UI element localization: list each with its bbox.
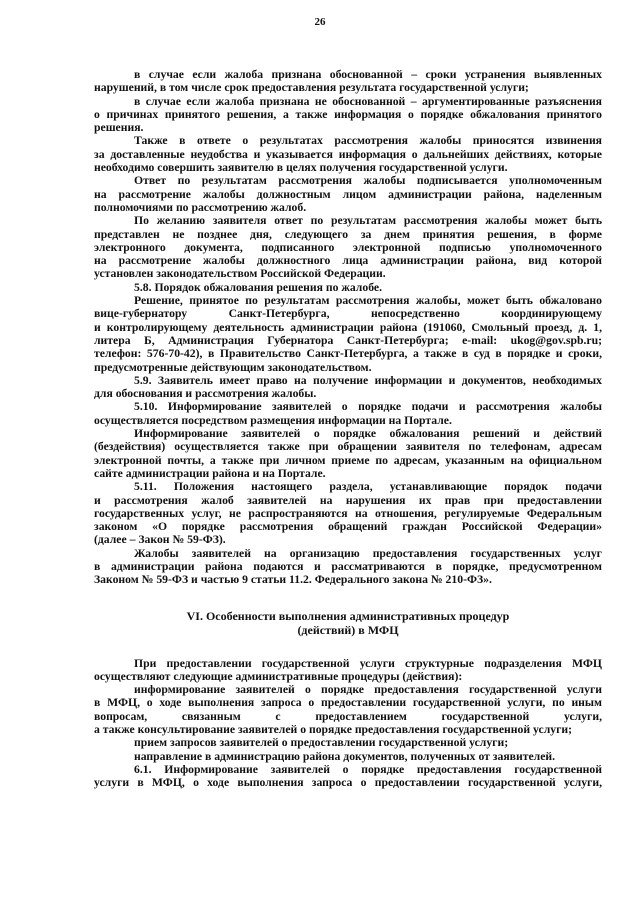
text-line: услуги в МФЦ, о ходе выполнения запроса о предоставлении государственной услуги,: [94, 776, 602, 790]
text-line: 5.11. Положения настоящего раздела, устанавливающие порядок подачи: [134, 480, 602, 494]
text-line: на рассмотрение жалобы должностного лица администрации района, вид которой: [94, 254, 602, 268]
text-line: нарушений, в том числе срок предоставления результата государственной услуги;: [94, 81, 529, 95]
text-line: в администрации района подаются и рассматриваются в порядке, предусмотренном: [94, 559, 602, 573]
text-line: При предоставлении государственной услуги структурные подразделения МФЦ: [134, 656, 602, 670]
text-line: (далее – Закон № 59-ФЗ).: [94, 533, 226, 547]
text-line: телефон: 576-70-42), в Правительство Санкт-Петербурга, а также в суд в порядке и сроки,: [94, 347, 602, 361]
text-line: необходимо совершить заявителю в целях получения государственной услуги.: [94, 161, 508, 175]
section-6-text: [94, 657, 602, 790]
text-line: в случае если жалоба признана обоснованной – сроки устранения выявленных: [134, 68, 602, 81]
text-line: 6.1. Информирование заявителей о порядке предоставления государственной: [134, 762, 602, 776]
text-line: Ответ по результатам рассмотрения жалобы подписывается уполномоченным: [134, 174, 602, 188]
text-line: для обоснования и рассмотрения жалобы.: [94, 387, 317, 401]
section-heading-line-1: VI. Особенности выполнения административных процедур: [186, 608, 510, 623]
text-line: а также консультирование заявителей о порядке предоставления государственной услуги;: [94, 723, 573, 737]
text-line: Жалобы заявителей на организацию предоставления государственных услуг: [134, 546, 602, 560]
text-line: установлен законодательством Российской Федерации.: [94, 267, 386, 281]
text-line: на рассмотрение жалобы должностным лицом администрации района, наделенным: [94, 187, 602, 201]
section-heading-line-2: (действий) в МФЦ: [297, 622, 399, 637]
text-line: и рассмотрения жалоб заявителей на нарушения их прав при предоставлении: [94, 493, 602, 507]
text-line: решения.: [94, 121, 144, 135]
text-line: По желанию заявителя ответ по результатам рассмотрения жалобы может быть: [134, 214, 602, 228]
text-line: и контролирующему деятельность администрации района (191060, Смольный проезд, д. 1,: [94, 320, 602, 334]
text-line: литера Б, Администрация Губернатора Санкт-Петербурга; e-mail: ukog@gov.spb.ru;: [94, 333, 602, 347]
text-line: вице-губернатору Санкт-Петербурга, непосредственно координирующему: [94, 307, 602, 321]
text-line: законом «О порядке рассмотрения обращений граждан Российской Федерации»: [94, 520, 602, 534]
text-line: полномочиями по рассмотрению жалоб.: [94, 200, 307, 214]
text-line: электронного документа, подписанного электронной подписью уполномоченного: [94, 240, 602, 254]
text-line: направление в администрацию района документов, полученных от заявителей.: [134, 749, 556, 763]
document-body: [94, 68, 602, 790]
text-line: 5.9. Заявитель имеет право на получение информации и документов, необходимых: [134, 373, 602, 387]
text-line: информирование заявителей о порядке предоставления государственной услуги: [134, 683, 602, 697]
text-line: 5.10. Информирование заявителей о порядке подачи и рассмотрения жалобы: [134, 400, 602, 414]
text-line: Решение, принятое по результатам рассмотрения жалобы, может быть обжаловано: [134, 294, 602, 308]
text-line: вопросам, связанным с предоставлением государственной услуги,: [94, 709, 602, 723]
text-line: 5.8. Порядок обжалования решения по жалобе.: [134, 280, 382, 294]
text-line: сайте администрации района и на Портале.: [94, 466, 326, 480]
section-5-text: [94, 68, 602, 587]
text-line: Информирование заявителей о порядке обжалования решений и действий: [134, 427, 602, 441]
text-line: осуществляется посредством размещения информации на Портале.: [94, 413, 452, 427]
text-line: осуществляют следующие административные процедуры (действия):: [94, 669, 463, 683]
text-line: за доставленные неудобства и указывается информация о дальнейших действиях, которые: [94, 147, 602, 161]
text-line: государственных услуг, не распространяются на отношения, регулируемые Федеральным: [94, 506, 602, 520]
text-line: о причинах принятого решения, а также информация о порядке обжалования принятого: [94, 107, 602, 121]
text-line: представлен не позднее дня, следующего за днем принятия решения, в форме: [94, 227, 602, 241]
text-line: Также в ответе о результатах рассмотрения жалобы приносятся извинения: [134, 134, 602, 148]
text-line: Законом № 59-ФЗ и частью 9 статьи 11.2. Федерального закона № 210-ФЗ».: [94, 573, 492, 587]
text-line: электронной почты, а также при личном приеме по адресам, указанным на официальном: [94, 453, 602, 467]
text-line: предусмотренные действующим законодательством.: [94, 360, 372, 374]
text-line: прием запросов заявителей о предоставлении государственной услуги;: [134, 736, 509, 750]
text-line: в МФЦ, о ходе выполнения запроса о предоставлении государственной услуги, по иным: [94, 696, 602, 710]
page-number: 26: [314, 16, 326, 28]
text-line: (бездействия) осуществляется также при обращении заявителя по телефонам, адресам: [94, 440, 602, 454]
text-line: в случае если жалоба признана не обоснованной – аргументированные разъяснения: [134, 94, 602, 108]
